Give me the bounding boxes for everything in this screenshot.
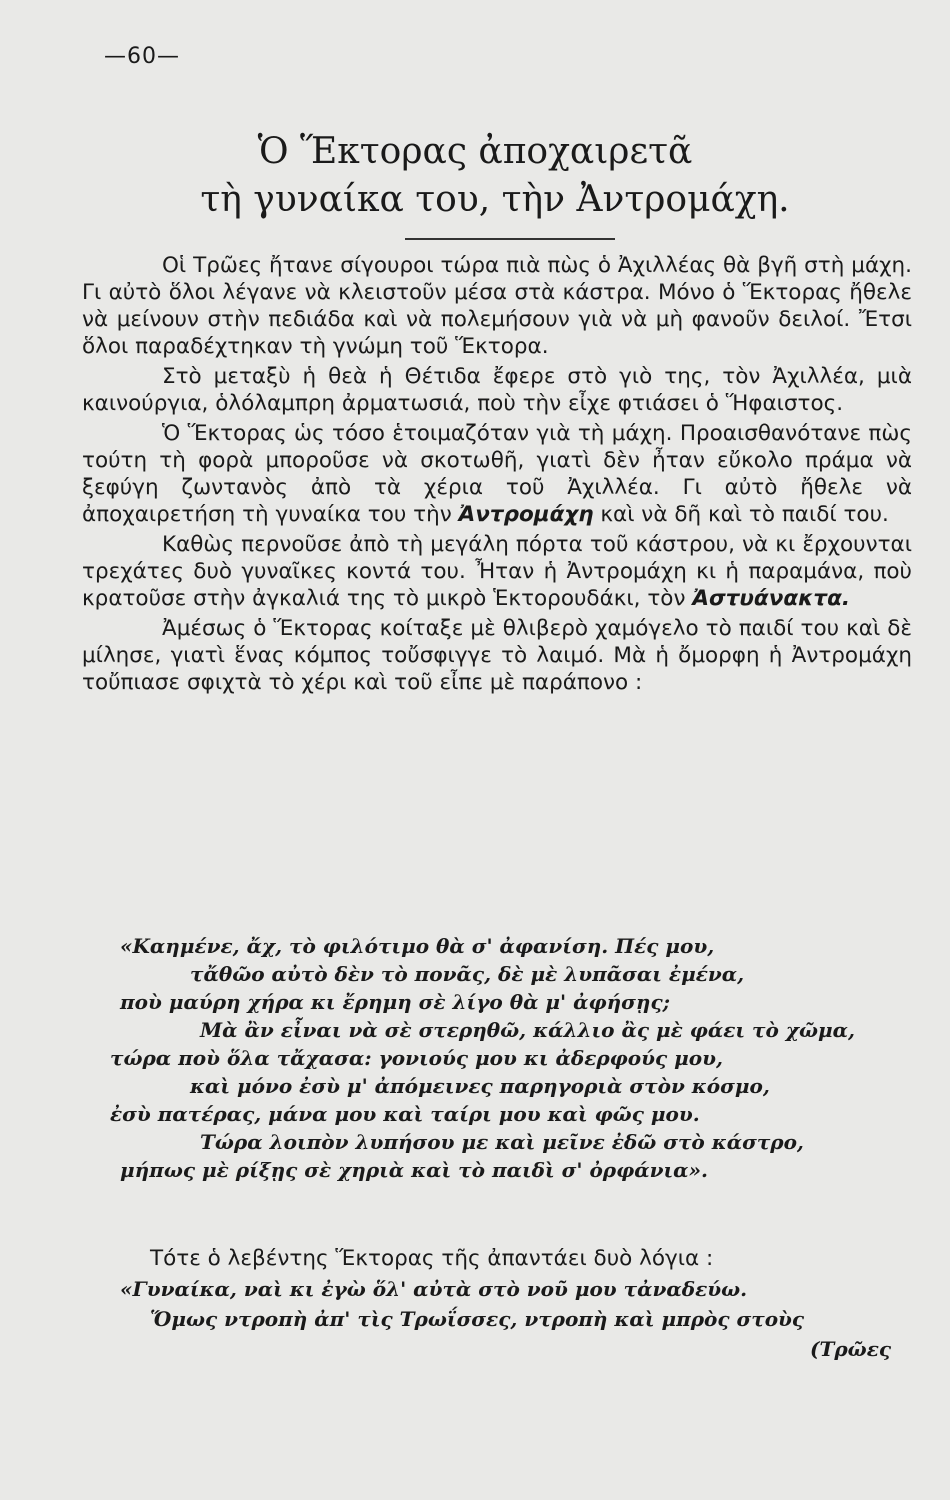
poem-line: τώρα ποὺ ὅλα τἄχασα: γονιούς μου κι ἀδερφούς μου,	[110, 1046, 723, 1070]
poem-line: ἐσὺ πατέρας, μάνα μου καὶ ταίρι μου καὶ φῶς μου.	[110, 1102, 700, 1126]
name-andromache: Ἀντρομάχη	[458, 502, 594, 527]
paragraph-3	[82, 420, 912, 528]
closing-quote-line: «Γυναίκα, ναὶ κι ἐγὼ ὅλ' αὐτὰ στὸ νοῦ μου τἀναδεύω.	[120, 1277, 748, 1301]
chapter-title	[0, 128, 950, 224]
poem-block	[90, 932, 920, 1184]
closing-quote-line: (Τρῶες	[810, 1337, 892, 1361]
paragraph-3-tail: καὶ νὰ δῆ καὶ τὸ παιδί του.	[600, 502, 889, 527]
poem-line: τἄθῶο αὐτὸ δὲν τὸ πονᾶς, δὲ μὲ λυπᾶσαι ἐμένα,	[190, 962, 745, 986]
body-text	[82, 252, 912, 699]
title-divider	[405, 238, 615, 240]
paragraph-3-text: Ὁ Ἕκτορας ὡς τόσο ἑτοιμαζόταν γιὰ τὴ μάχη. Προαισθανότανε πὼς τούτη τὴ φορὰ μποροῦσε νὰ σκοτωθῆ, γιατὶ δὲν ἦταν εὔκολο πράμα νὰ ξεφύγη ζωντανὸς ἀπὸ τὰ χέρια τοῦ Ἀχιλλέα. Γι αὐτὸ ἤθελε νὰ ἀποχαιρετήση τὴ γυναίκα του τὴν	[82, 421, 912, 527]
closing-quote-line: Ὅμως ντροπὴ ἀπ' τὶς Τρωΐσσες, ντροπὴ καὶ μπρὸς στοὺς	[150, 1307, 805, 1331]
page-number: —60—	[104, 44, 180, 69]
poem-line: καὶ μόνο ἐσὺ μ' ἀπόμεινες παρηγοριὰ στὸν κόσμο,	[190, 1074, 770, 1098]
poem-line: Μὰ ἂν εἶναι νὰ σὲ στερηθῶ, κάλλιο ἂς μὲ φάει τὸ χῶμα,	[200, 1018, 856, 1042]
poem-line: Τώρα λοιπὸν λυπήσου με καὶ μεῖνε ἐδῶ στὸ κάστρο,	[200, 1130, 804, 1154]
paragraph-2: Στὸ μεταξὺ ἡ θεὰ ἡ Θέτιδα ἔφερε στὸ γιὸ της, τὸν Ἀχιλλέα, μιὰ καινούργια, ὁλόλαμπρη ἀρματωσιά, ποὺ τὴν εἶχε φτιάσει ὁ Ἥφαιστος.	[82, 364, 912, 416]
title-line-2: τὴ γυναίκα του, τὴν Ἀντρομάχη.	[200, 179, 790, 220]
name-astyanax: Ἀστυάνακτα.	[692, 586, 851, 611]
paragraph-5: Ἀμέσως ὁ Ἕκτορας κοίταξε μὲ θλιβερὸ χαμόγελο τὸ παιδί του καὶ δὲ μίλησε, γιατὶ ἕνας κόμπος τοὔσφιγγε τὸ λαιμό. Μὰ ἡ ὄμορφη ἡ Ἀντρομάχη τοὔπιασε σφιχτὰ τὸ χέρι καὶ τοῦ εἶπε μὲ παράπονο :	[82, 616, 912, 695]
poem-line: μήπως μὲ ρίξῃς σὲ χηριὰ καὶ τὸ παιδὶ σ' ὀρφάνια».	[120, 1158, 708, 1182]
paragraph-4	[82, 531, 912, 612]
poem-line: «Καημένε, ἄχ, τὸ φιλότιμο θὰ σ' ἀφανίση. Πές μου,	[120, 934, 715, 958]
closing-block	[90, 1244, 920, 1364]
title-line-1: Ὁ Ἕκτορας ἀποχαιρετᾶ	[257, 131, 693, 172]
paragraph-1: Οἱ Τρῶες ἤτανε σίγουροι τώρα πιὰ πὼς ὁ Ἀχιλλέας θὰ βγῆ στὴ μάχη. Γι αὐτὸ ὅλοι λέγανε νὰ κλειστοῦν μέσα στὰ κάστρα. Μόνο ὁ Ἕκτορας ἤθελε νὰ μείνουν στὴν πεδιάδα καὶ νὰ πολεμήσουν γιὰ νὰ μὴ φανοῦν δειλοί. Ἔτσι ὅλοι παραδέχτηκαν τὴ γνώμη τοῦ Ἕκτορα.	[82, 253, 912, 359]
paragraph-4-text: Καθὼς περνοῦσε ἀπὸ τὴ μεγάλη πόρτα τοῦ κάστρου, νὰ κι ἔρχουνται τρεχάτες δυὸ γυναῖκες κοντά του. Ἦταν ἡ Ἀντρομάχη κι ἡ παραμάνα, ποὺ κρατοῦσε στὴν ἀγκαλιά της τὸ μικρὸ Ἑκτορουδάκι, τὸν	[82, 532, 912, 611]
closing-line: Τότε ὁ λεβέντης Ἕκτορας τῆς ἀπαντάει δυὸ λόγια :	[150, 1246, 714, 1271]
poem-line: ποὺ μαύρη χήρα κι ἔρημη σὲ λίγο θὰ μ' ἀφήσῃς;	[120, 990, 671, 1014]
